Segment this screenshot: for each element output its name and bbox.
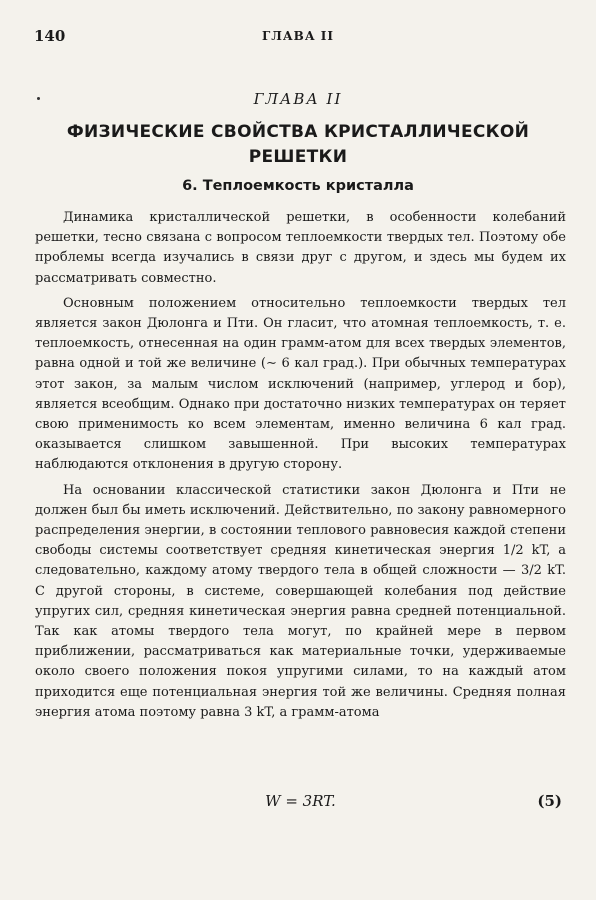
body-text	[35, 208, 566, 728]
equation-number: (5)	[537, 792, 562, 810]
equation-row	[35, 792, 566, 816]
paragraph: Динамика кристаллической решетки, в особенности колебаний решетки, тесно связана с вопросом теплоемкости твердых тел. Поэтому обе проблемы всегда изучались в связи друг с другом, и здесь мы будем их рассматривать совместно.	[35, 210, 566, 286]
running-header	[34, 27, 562, 45]
page-number: 140	[34, 27, 66, 45]
equation-formula: W = 3RT.	[265, 792, 336, 810]
paragraph: Основным положением относительно теплоемкости твердых тел является закон Дюлонга и Пти. Он гласит, что атомная теплоемкость, т. е. теплоемкость, отнесенная на один грамм-атом для всех твердых элементов, равна одной и той же величине (∼ 6 кал град.). При обычных температурах этот закон, за малым числом исключений (например, углерод и бор), является всеобщим. Однако при достаточно низких температурах он теряет свою применимость ко всем элементам, именно величина 6 кал град. оказывается слишком завышенной. При высоких температурах наблюдаются отклонения в другую сторону.	[35, 295, 566, 473]
section-title: 6. Теплоемкость кристалла	[182, 178, 414, 194]
paragraph: На основании классической статистики закон Дюлонга и Пти не должен был бы иметь исключений. Действительно, по закону равномерного распределения энергии, в состоянии теплового равновесия каждой степени свободы системы соответствует средняя кинетическая энергия 1/2 kT, а следовательно, каждому атому твердого тела в общей сложности — 3/2 kT. С другой стороны, в системе, совершающей колебания под действие упругих сил, средняя кинетическая энергия равна средней потенциальной. Так как атомы твердого тела могут, по крайней мере в первом приближении, рассматриваться как материальные точки, удерживаемые около своего положения покоя упругими силами, то на каждый атом приходится еще потенциальная энергия той же величины. Средняя полная энергия атома поэтому равна 3 kT, а грамм-атома	[35, 482, 566, 720]
running-title: ГЛАВА II	[262, 29, 334, 43]
chapter-label: ГЛАВА II	[253, 90, 343, 108]
chapter-title: ФИЗИЧЕСКИЕ СВОЙСТВА КРИСТАЛЛИЧЕСКОЙ РЕШЕТКИ	[66, 122, 530, 167]
